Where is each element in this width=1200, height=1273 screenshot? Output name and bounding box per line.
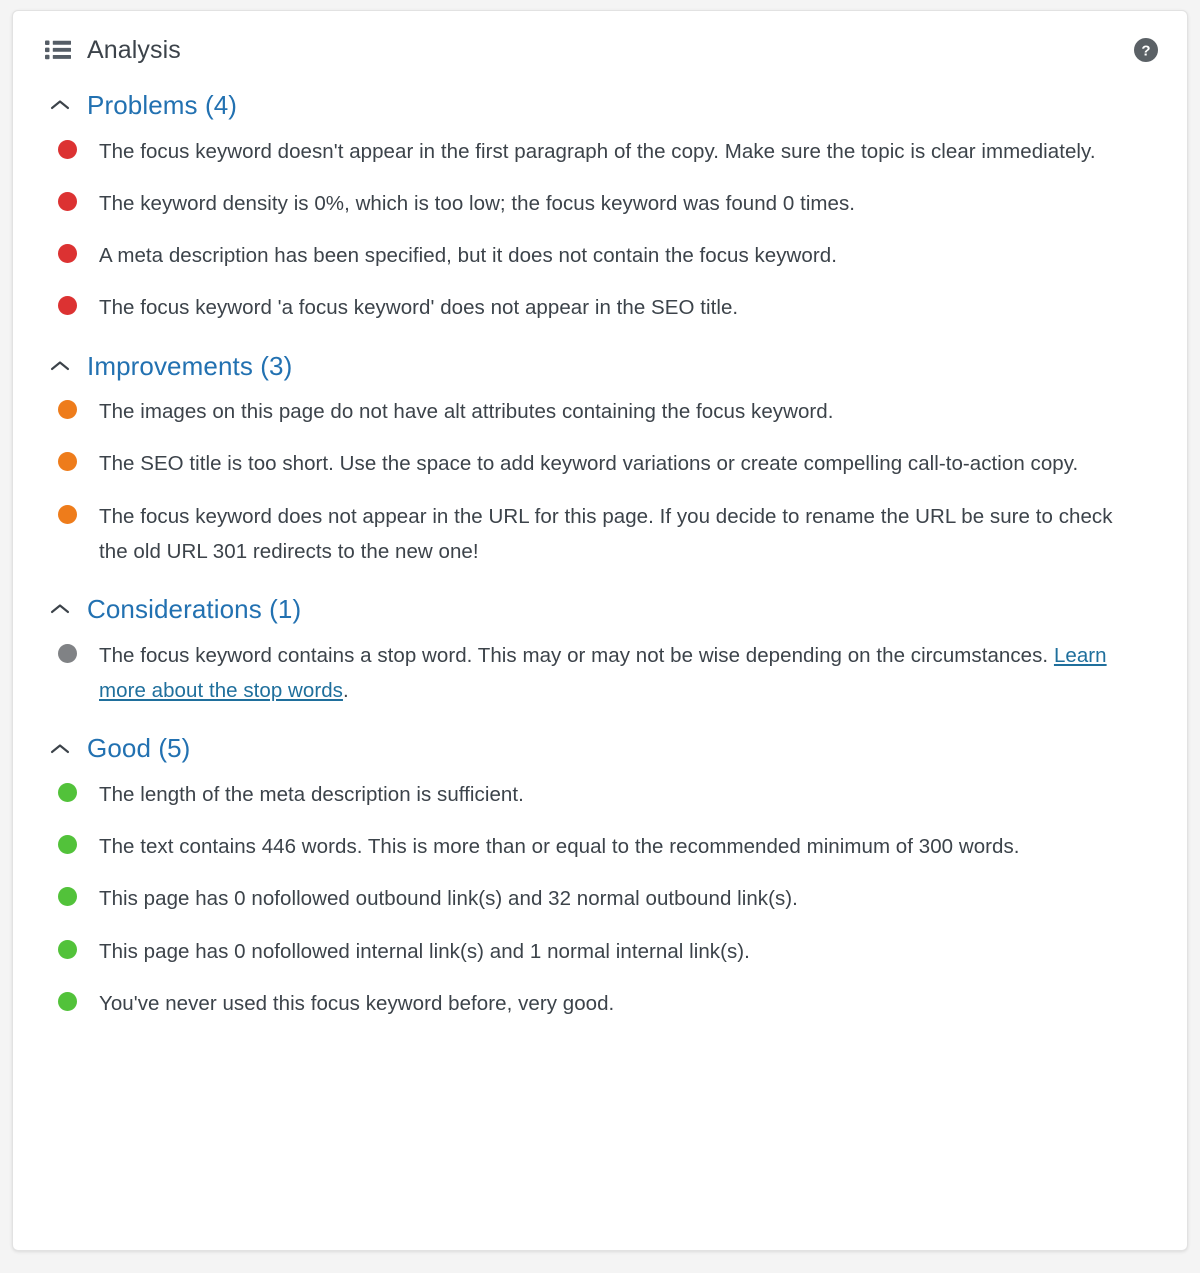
list-item-text: The focus keyword does not appear in the URL for this page. If you decide to rename the URL be sure to check the old URL 301 redirects to the new one! [99,504,1113,563]
list-item [49,777,1153,812]
list-item-text: This page has 0 nofollowed internal link(s) and 1 normal internal link(s). [99,939,750,963]
status-dot-improvement [58,505,77,524]
section-header-good[interactable] [49,734,1153,763]
list-icon [45,39,71,61]
status-dot-good [58,783,77,802]
list-item [49,638,1153,709]
section-improvements [49,352,1153,570]
list-item-text: The focus keyword 'a focus keyword' does not appear in the SEO title. [99,296,739,320]
good-list [49,777,1153,1021]
list-item-text: The length of the meta description is sufficient. [99,782,524,806]
section-problems [49,91,1153,326]
section-header-problems[interactable] [49,91,1153,120]
status-dot-good [58,940,77,959]
list-item-text: The SEO title is too short. Use the space to add keyword variations or create compelling call-to-action copy. [99,452,1079,476]
section-good [49,734,1153,1021]
chevron-up-icon[interactable] [49,602,71,616]
status-dot-improvement [58,452,77,471]
section-header-considerations[interactable] [49,595,1153,624]
list-item-text: This page has 0 nofollowed outbound link(s) and 32 normal outbound link(s). [99,887,798,911]
stop-words-link[interactable]: Learn more about the stop words [99,643,1107,703]
list-item [49,186,1153,221]
list-item-text-before-link: The focus keyword contains a stop word. This may or may not be wise depending on the circumstances. [99,643,1054,667]
list-item [49,499,1153,570]
problem-list [49,134,1153,326]
section-considerations [49,595,1153,708]
status-dot-consideration [58,644,77,663]
list-item-text: A meta description has been specified, but it does not contain the focus keyword. [99,244,837,268]
list-item [49,446,1153,481]
list-item-text [99,638,1114,709]
improvement-list [49,394,1153,569]
section-title-considerations: Considerations (1) [87,594,302,625]
status-dot-good [58,835,77,854]
status-dot-good [58,992,77,1011]
list-item-text: You've never used this focus keyword before, very good. [99,991,615,1015]
list-item [49,394,1153,429]
section-title-improvements: Improvements (3) [87,350,293,381]
list-item [49,134,1153,169]
status-dot-problem [58,192,77,211]
list-item [49,881,1153,916]
card-header [13,11,1187,69]
help-circle-icon[interactable] [1133,37,1159,63]
status-dot-improvement [58,400,77,419]
page-title: Analysis [87,35,181,64]
list-item-text: The text contains 446 words. This is more than or equal to the recommended minimum of 300 words. [99,835,1020,859]
chevron-up-icon[interactable] [49,742,71,756]
chevron-up-icon[interactable] [49,98,71,112]
list-item-text: The focus keyword doesn't appear in the first paragraph of the copy. Make sure the topic is clear immediately. [99,139,1096,163]
consideration-list [49,638,1153,709]
section-title-problems: Problems (4) [87,90,238,120]
status-dot-problem [58,296,77,315]
chevron-up-icon[interactable] [49,359,71,373]
section-header-improvements[interactable] [49,352,1153,381]
status-dot-problem [58,140,77,159]
list-item-text: The images on this page do not have alt attributes containing the focus keyword. [99,400,834,424]
section-title-good: Good (5) [87,733,191,764]
svg-text:?: ? [1141,42,1151,60]
list-item [49,829,1153,864]
analysis-sections [13,69,1187,1061]
status-dot-good [58,887,77,906]
list-item [49,290,1153,325]
list-item [49,986,1153,1021]
list-item-text-after-link: . [342,679,349,703]
list-item [49,238,1153,273]
analysis-card [12,10,1188,1251]
list-item-text: The keyword density is 0%, which is too low; the focus keyword was found 0 times. [99,191,856,215]
card-header-left [45,35,1133,64]
list-item [49,934,1153,969]
status-dot-problem [58,244,77,263]
